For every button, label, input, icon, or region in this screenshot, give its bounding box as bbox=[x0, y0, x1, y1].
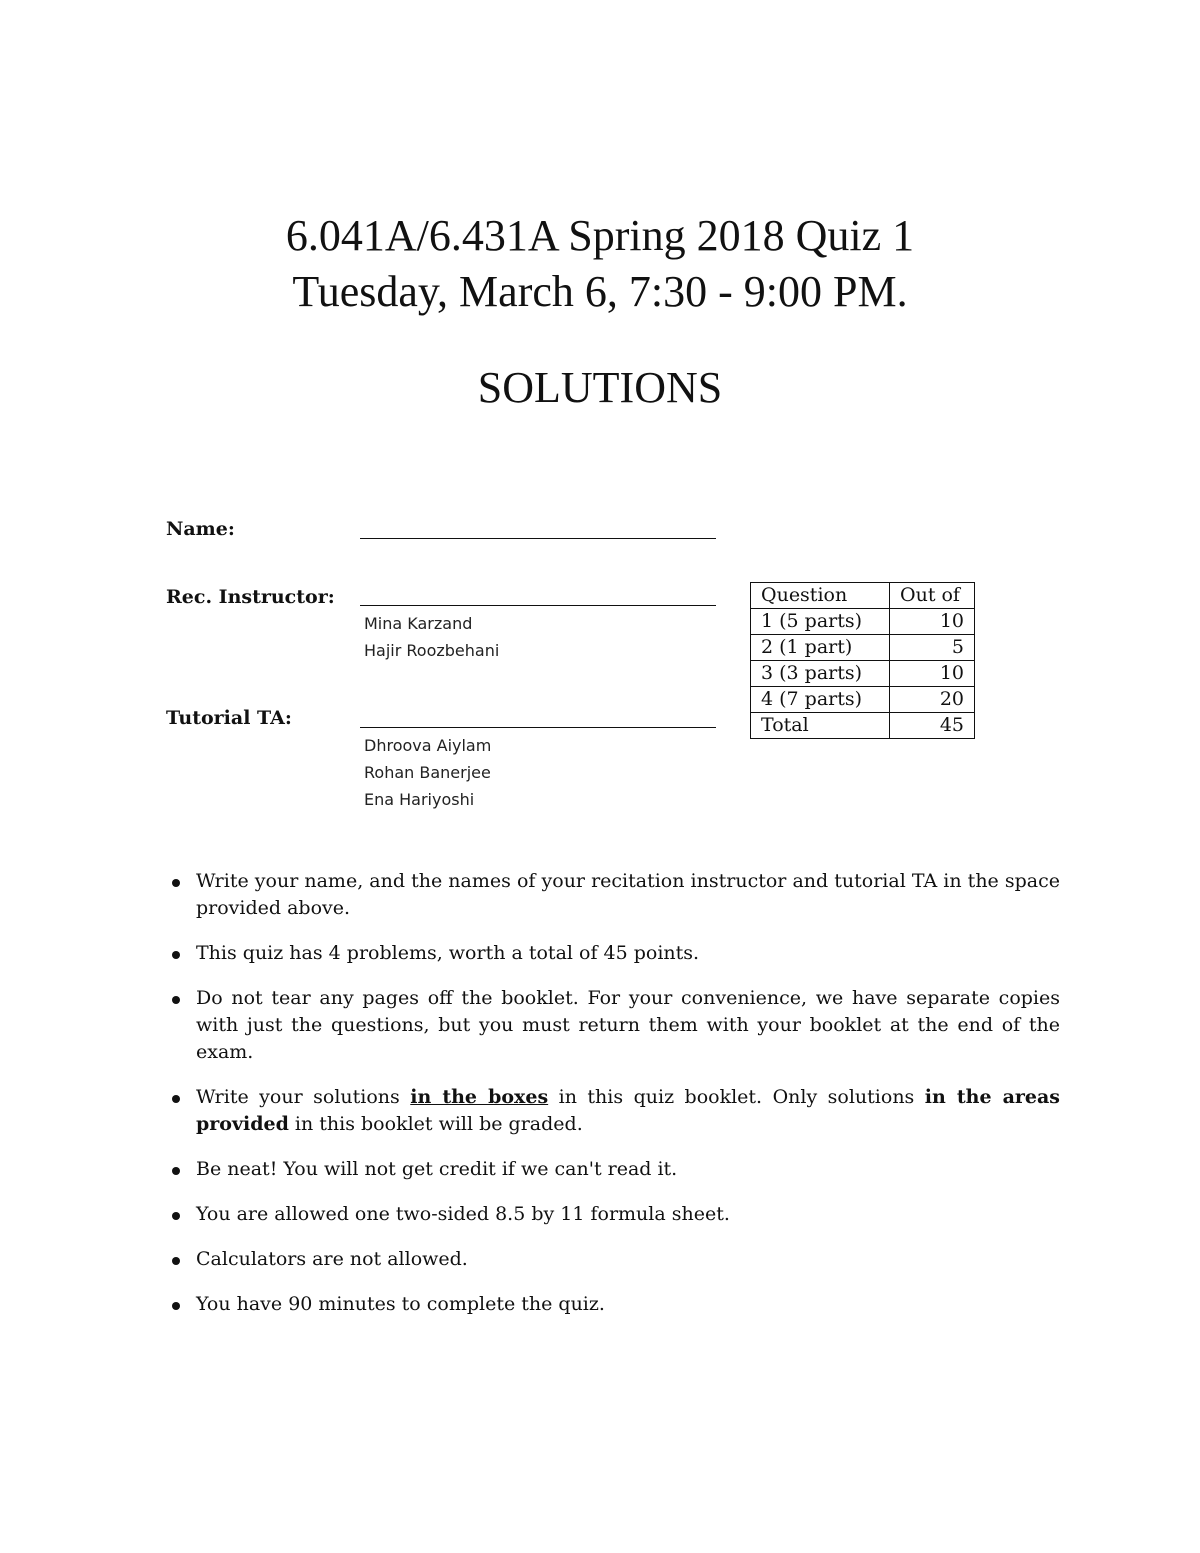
header-out-of: Out of bbox=[890, 583, 975, 609]
name-label: Name: bbox=[166, 518, 235, 540]
ta-name: Dhroova Aiylam bbox=[364, 736, 492, 755]
instruction-text: in this booklet will be graded. bbox=[288, 1113, 583, 1135]
table-total-row bbox=[751, 713, 975, 739]
row-points: 10 bbox=[890, 609, 975, 635]
instructor-name: Hajir Roozbehani bbox=[364, 641, 500, 660]
row-points: 20 bbox=[890, 687, 975, 713]
score-table bbox=[750, 582, 975, 739]
ta-name: Ena Hariyoshi bbox=[364, 790, 475, 809]
header-question: Question bbox=[751, 583, 890, 609]
row-points: 5 bbox=[890, 635, 975, 661]
table-header-row bbox=[751, 583, 975, 609]
solutions-heading: SOLUTIONS bbox=[477, 363, 723, 412]
instructor-list bbox=[364, 610, 499, 664]
instructor-label: Rec. Instructor: bbox=[166, 586, 335, 608]
table-row bbox=[751, 661, 975, 687]
instructions-list bbox=[168, 868, 1060, 1336]
row-question: 4 (7 parts) bbox=[751, 687, 890, 713]
instruction-item: You have 90 minutes to complete the quiz. bbox=[168, 1291, 1060, 1318]
ta-name: Rohan Banerjee bbox=[364, 763, 491, 782]
name-field-line[interactable] bbox=[360, 538, 716, 539]
total-label: Total bbox=[751, 713, 890, 739]
instruction-text: in this quiz booklet. Only solutions bbox=[548, 1086, 925, 1108]
ta-label: Tutorial TA: bbox=[166, 707, 292, 729]
instruction-item: Calculators are not allowed. bbox=[168, 1246, 1060, 1273]
ta-field-line[interactable] bbox=[360, 727, 716, 728]
instruction-item bbox=[168, 1084, 1060, 1138]
instruction-item: You are allowed one two-sided 8.5 by 11 formula sheet. bbox=[168, 1201, 1060, 1228]
table-row bbox=[751, 609, 975, 635]
instruction-item: Be neat! You will not get credit if we can't read it. bbox=[168, 1156, 1060, 1183]
instructor-field-line[interactable] bbox=[360, 605, 716, 606]
table-row bbox=[751, 687, 975, 713]
title-line-date: Tuesday, March 6, 7:30 - 9:00 PM. bbox=[292, 267, 908, 316]
row-question: 2 (1 part) bbox=[751, 635, 890, 661]
title-line-course: 6.041A/6.431A Spring 2018 Quiz 1 bbox=[285, 211, 915, 260]
instruction-item: This quiz has 4 problems, worth a total of 45 points. bbox=[168, 940, 1060, 967]
instruction-item: Write your name, and the names of your recitation instructor and tutorial TA in the space provided above. bbox=[168, 868, 1060, 922]
ta-list bbox=[364, 732, 491, 813]
row-question: 3 (3 parts) bbox=[751, 661, 890, 687]
instruction-emphasis: in the areas provided bbox=[196, 1086, 1061, 1135]
instruction-emphasis: in the boxes bbox=[410, 1086, 549, 1108]
quiz-title bbox=[0, 208, 1200, 320]
row-question: 1 (5 parts) bbox=[751, 609, 890, 635]
row-points: 10 bbox=[890, 661, 975, 687]
instructor-name: Mina Karzand bbox=[364, 614, 473, 633]
instruction-item: Do not tear any pages off the booklet. For your convenience, we have separate copies with just the questions, but you must return them with your booklet at the end of the exam. bbox=[168, 985, 1060, 1066]
instruction-text: Write your solutions bbox=[196, 1086, 411, 1108]
table-row bbox=[751, 635, 975, 661]
total-points: 45 bbox=[890, 713, 975, 739]
